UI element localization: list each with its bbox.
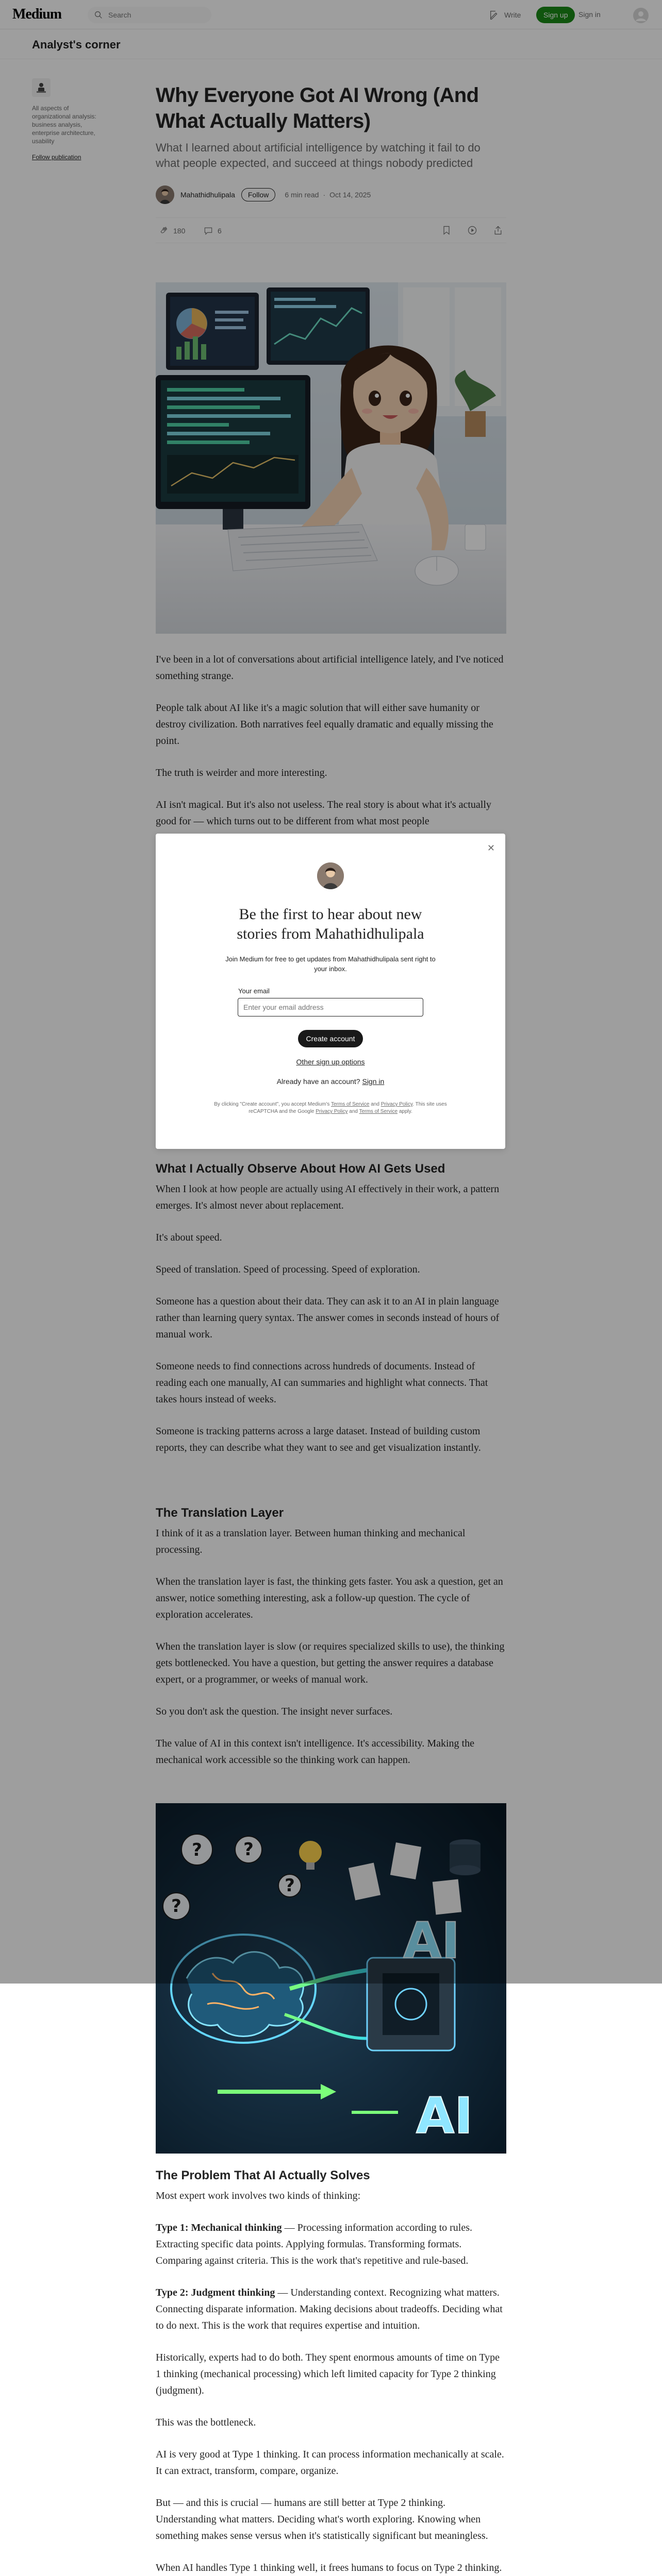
paragraph: The value of AI in this context isn't intelligence. It's accessibility. Making the mechanical work accessible so the thinking work can happen. [156, 1738, 474, 1766]
publication-description: All aspects of organizational analysis: business analysis, enterprise architecture, usability [32, 105, 96, 145]
legal-text-1: By clicking "Create account", you accept Medium's [214, 1101, 330, 1107]
svg-text:?: ? [192, 1840, 202, 1860]
author-name[interactable]: Mahathidhulipala [180, 191, 235, 199]
paragraph-type1 [156, 2219, 506, 2269]
paragraph: It's about speed. [156, 1232, 222, 1243]
subscribe-modal [156, 834, 505, 1149]
type2-text: — Understanding context. Recognizing what matters. Connecting disparate information. Making decisions about tradeoffs. Deciding what to do next. This is the work that requires expertise and intuition. [156, 2287, 503, 2331]
legal-notice [207, 1101, 454, 1115]
read-time: 6 min read [285, 191, 319, 199]
modal-description: Join Medium for free to get updates from Mahathidhulipala sent right to your inbox. [225, 955, 436, 973]
paragraph: I've been in a lot of conversations about artificial intelligence lately, and I've noticed something strange. [156, 654, 504, 682]
paragraph: People talk about AI like it's a magic solution that will either save humanity or destroy civilization. Both narratives feel equally dramatic and equally missing the point. [156, 702, 493, 747]
type1-text: — Processing information according to rules. Extracting specific data points. Applying formulas. Transforming formats. Comparing against criteria. This is the work that's repetitive and rule-based. [156, 2222, 473, 2266]
email-label: Your email [238, 987, 270, 995]
paragraph: Speed of translation. Speed of processing. Speed of exploration. [156, 1264, 420, 1275]
clap-count: 180 [173, 227, 186, 235]
paragraph: I think of it as a translation layer. Between human thinking and mechanical processing. [156, 1528, 466, 1555]
svg-text:?: ? [171, 1896, 181, 1917]
publish-date: Oct 14, 2025 [329, 191, 371, 199]
paragraph: When the translation layer is slow (or requires specialized skills to use), the thinking gets bottlenecked. You have a question, but getting the answer requires a database expert, or a programmer, or weeks of manual work. [156, 1641, 505, 1685]
close-icon[interactable]: ✕ [487, 843, 495, 853]
response-count: 6 [218, 227, 222, 235]
publication-name[interactable]: Analyst's corner [32, 38, 121, 51]
follow-author-button[interactable]: Follow [241, 188, 275, 201]
already-have-account [156, 1077, 505, 1086]
google-terms-link[interactable]: Terms of Service [359, 1109, 398, 1114]
paragraph: But — and this is crucial — humans are still better at Type 2 thinking. Understanding what matters. Deciding what's worth exploring. Knowing when something makes sense versus when it's statistically significant but meaningless. [156, 2497, 488, 2541]
legal-and: and [371, 1101, 379, 1107]
email-field[interactable] [238, 998, 423, 1016]
write-label: Write [504, 11, 521, 19]
already-text: Already have an account? [276, 1077, 360, 1086]
ai-text-lower: AI [416, 2087, 473, 2145]
signup-button[interactable]: Sign up [536, 7, 575, 23]
paragraph: When I look at how people are actually using AI effectively in their work, a pattern emerges. It's almost never about replacement. [156, 1183, 500, 1211]
signin-link[interactable]: Sign in [578, 10, 601, 19]
paragraph: When the translation layer is fast, the thinking gets faster. You ask a question, get an answer, notice something interesting, ask a follow-up question. The cycle of exploration accelerates. [156, 1576, 503, 1620]
terms-link[interactable]: Terms of Service [330, 1101, 370, 1107]
svg-text:?: ? [243, 1839, 254, 1860]
modal-author-avatar [317, 862, 344, 889]
author-avatar-icon [317, 862, 344, 889]
section-heading: The Translation Layer [156, 1506, 284, 1520]
section-heading: What I Actually Observe About How AI Gets Used [156, 1162, 445, 1176]
paragraph: Most expert work involves two kinds of thinking: [156, 2190, 361, 2201]
other-signup-options-link[interactable]: Other sign up options [296, 1058, 365, 1066]
create-account-button[interactable]: Create account [298, 1030, 363, 1047]
article-title: Why Everyone Got AI Wrong (And What Actually Matters) [156, 84, 479, 132]
paragraph: When AI handles Type 1 thinking well, it frees humans to focus on Type 2 thinking. [156, 2562, 502, 2573]
paragraph: Someone has a question about their data. They can ask it to an AI in plain language rather than learning query syntax. The answer comes in seconds instead of hours of manual work. [156, 1296, 500, 1340]
paragraph: So you don't ask the question. The insight never surfaces. [156, 1706, 393, 1717]
medium-logo[interactable]: Medium [12, 6, 62, 22]
paragraph: AI is very good at Type 1 thinking. It can process information mechanically at scale. It can extract, transform, compare, organize. [156, 2449, 504, 2477]
paragraph: The truth is weirder and more interesting. [156, 767, 327, 778]
type2-label: Type 2: Judgment thinking [156, 2287, 275, 2298]
paragraph: Someone needs to find connections across hundreds of documents. Instead of reading each one manually, AI can summaries and highlight what connects. That takes hours instead of weeks. [156, 1361, 488, 1405]
svg-text:?: ? [285, 1875, 295, 1896]
section-problem-ai-solves [156, 2168, 506, 2576]
modal-signin-link[interactable]: Sign in [362, 1077, 385, 1086]
section-heading: The Problem That AI Actually Solves [156, 2168, 370, 2182]
paragraph: Someone is tracking patterns across a large dataset. Instead of building custom reports, they can describe what they want to see and get visualization instantly. [156, 1426, 481, 1453]
paragraph: This was the bottleneck. [156, 2417, 256, 2428]
paragraph-type2 [156, 2284, 506, 2334]
legal-and-2: and [349, 1109, 358, 1114]
article-subtitle: What I learned about artificial intelligence by watching it fail to do what people expected, and succeed at things nobody predicted [156, 141, 481, 170]
google-privacy-link[interactable]: Privacy Policy [316, 1109, 348, 1114]
follow-publication-link[interactable]: Follow publication [32, 154, 81, 161]
paragraph: AI isn't magical. But it's also not useless. The real story is about what it's actually good for — which turns out to be different from what most people [156, 799, 491, 827]
legal-text-3: apply. [399, 1109, 412, 1114]
ai-text-upper: AI [403, 1912, 460, 1970]
legal-text-2: . This site uses reCAPTCHA and the Google [249, 1101, 447, 1114]
byline-separator: · [323, 191, 326, 199]
modal-title: Be the first to hear about new stories from Mahathidhulipala [237, 906, 424, 942]
type1-label: Type 1: Mechanical thinking [156, 2222, 282, 2233]
privacy-link[interactable]: Privacy Policy [380, 1101, 413, 1107]
paragraph: Historically, experts had to do both. They spent enormous amounts of time on Type 1 thinking (mechanical processing) which left limited capacity for Type 2 thinking (judgment). [156, 2352, 500, 2396]
